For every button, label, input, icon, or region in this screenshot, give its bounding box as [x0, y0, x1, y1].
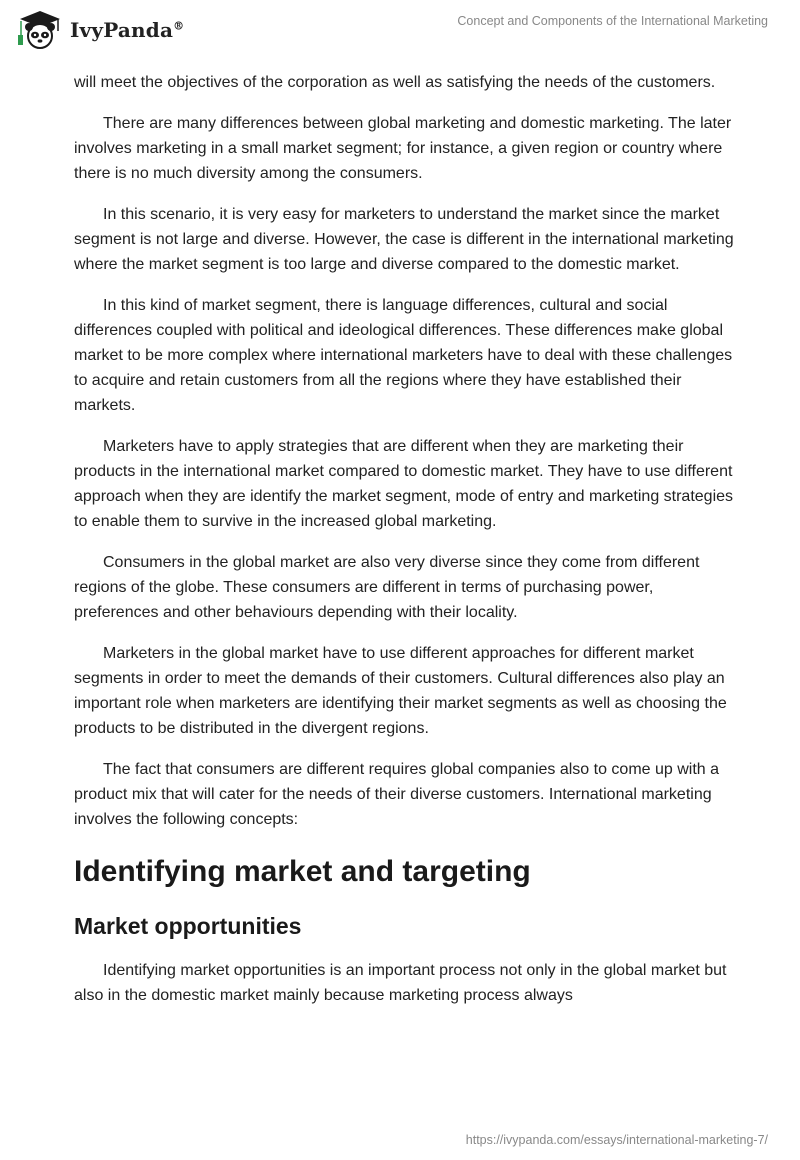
- paragraph: Marketers in the global market have to use different approaches for different market segments in order to meet the demands of their customers. Cultural differences also play an important role when marketers are identifying their market segments as well as choosing the products to be distributed in the divergent regions.: [74, 645, 727, 737]
- paragraph: There are many differences between global marketing and domestic marketing. The later involves marketing in a small market segment; for instance, a given region or country where there is no much diversity among the consumers.: [74, 115, 732, 182]
- paragraph: Consumers in the global market are also very diverse since they come from different regions of the globe. These consumers are different in terms of purchasing power, preferences and other behaviours depending with their locality.: [74, 554, 700, 621]
- paragraph: Identifying market opportunities is an important process not only in the global market but also in the domestic market mainly because marketing process always: [74, 962, 727, 1004]
- paragraph: In this scenario, it is very easy for marketers to understand the market since the market segment is not large and diverse. However, the case is different in the international marketing where the market segment is too large and diverse compared to the domestic market.: [74, 206, 734, 273]
- panda-graduate-icon: [16, 9, 64, 51]
- source-url-link[interactable]: https://ivypanda.com/essays/international-marketing-7/: [465, 1133, 768, 1147]
- section-heading: Identifying market and targeting: [74, 855, 531, 888]
- paragraph: In this kind of market segment, there is language differences, cultural and social differences coupled with political and ideological differences. These differences make global market to be more complex where international marketers have to deal with these challenges to acquire and retain customers from all the regions where they have established their markets.: [74, 297, 733, 414]
- subsection-heading: Market opportunities: [74, 913, 302, 939]
- document-title: Concept and Components of the International Marketing: [457, 14, 768, 28]
- essay-body: [74, 70, 734, 1024]
- ivypanda-logo[interactable]: [16, 9, 184, 51]
- page-header: [0, 0, 800, 70]
- brand-name: IvyPanda®: [70, 18, 185, 42]
- paragraph-continued: will meet the objectives of the corporation as well as satisfying the needs of the customers.: [74, 74, 716, 91]
- paragraph: Marketers have to apply strategies that are different when they are marketing their products in the international market compared to domestic market. They have to use different approach when they are identify the market segment, mode of entry and marketing strategies to enable them to survive in the increased global marketing.: [74, 438, 734, 530]
- paragraph: The fact that consumers are different requires global companies also to come up with a product mix that will cater for the needs of their diverse customers. International marketing involves the following concepts:: [74, 761, 720, 828]
